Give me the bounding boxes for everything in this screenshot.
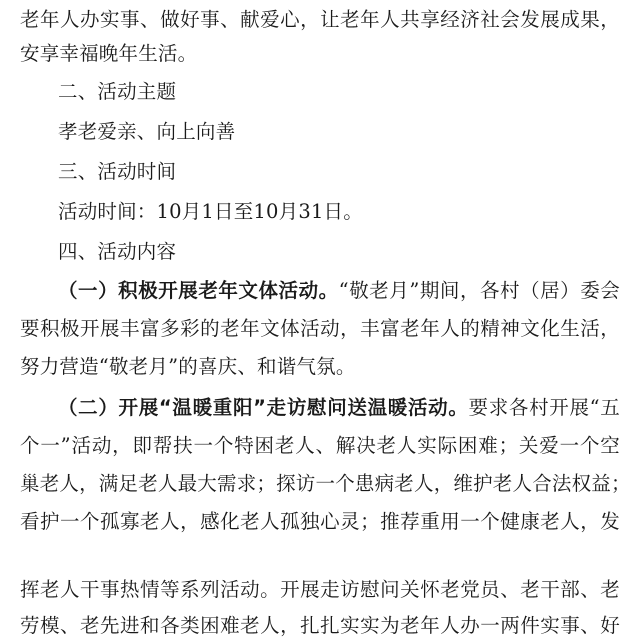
paragraph-line: 劳模、老先进和各类困难老人，扎扎实实为老年人办一两件实事、好 bbox=[20, 614, 620, 637]
section-heading-time: 三、活动时间 bbox=[58, 160, 177, 183]
item2-text: 要求各村开展“五 bbox=[468, 396, 620, 419]
paragraph-line: 努力营造“敬老月”的喜庆、和谐气氛。 bbox=[20, 355, 356, 378]
paragraph-line: 巢老人，满足老人最大需求；探访一个患病老人，维护老人合法权益； bbox=[20, 472, 631, 495]
paragraph-line: 老年人办实事、做好事、献爱心，让老年人共享经济社会发展成果， bbox=[20, 8, 620, 31]
item2-title: （二）开展“温暖重阳”走访慰问送温暖活动。 bbox=[58, 396, 469, 419]
paragraph-line: 要积极开展丰富多彩的老年文体活动，丰富老年人的精神文化生活， bbox=[20, 317, 620, 340]
paragraph-line: 挥老人干事热情等系列活动。开展走访慰问关怀老党员、老干部、老 bbox=[20, 578, 620, 601]
paragraph-line: 看护一个孤寡老人，感化老人孤独心灵；推荐重用一个健康老人，发 bbox=[20, 510, 620, 533]
item2-first-line bbox=[58, 392, 620, 424]
paragraph-line: 个一”活动，即帮扶一个特困老人、解决老人实际困难；关爱一个空 bbox=[20, 434, 620, 457]
theme-text: 孝老爱亲、向上向善 bbox=[58, 120, 236, 143]
item1-title: （一）积极开展老年文体活动。 bbox=[58, 279, 339, 302]
section-heading-content: 四、活动内容 bbox=[58, 240, 177, 263]
time-text: 活动时间：10月1日至10月31日。 bbox=[58, 200, 363, 223]
paragraph-line: 安享幸福晚年生活。 bbox=[20, 42, 198, 65]
item1-first-line bbox=[58, 275, 620, 307]
item1-text: “敬老月”期间，各村（居）委会 bbox=[338, 279, 620, 302]
section-heading-theme: 二、活动主题 bbox=[58, 80, 177, 103]
